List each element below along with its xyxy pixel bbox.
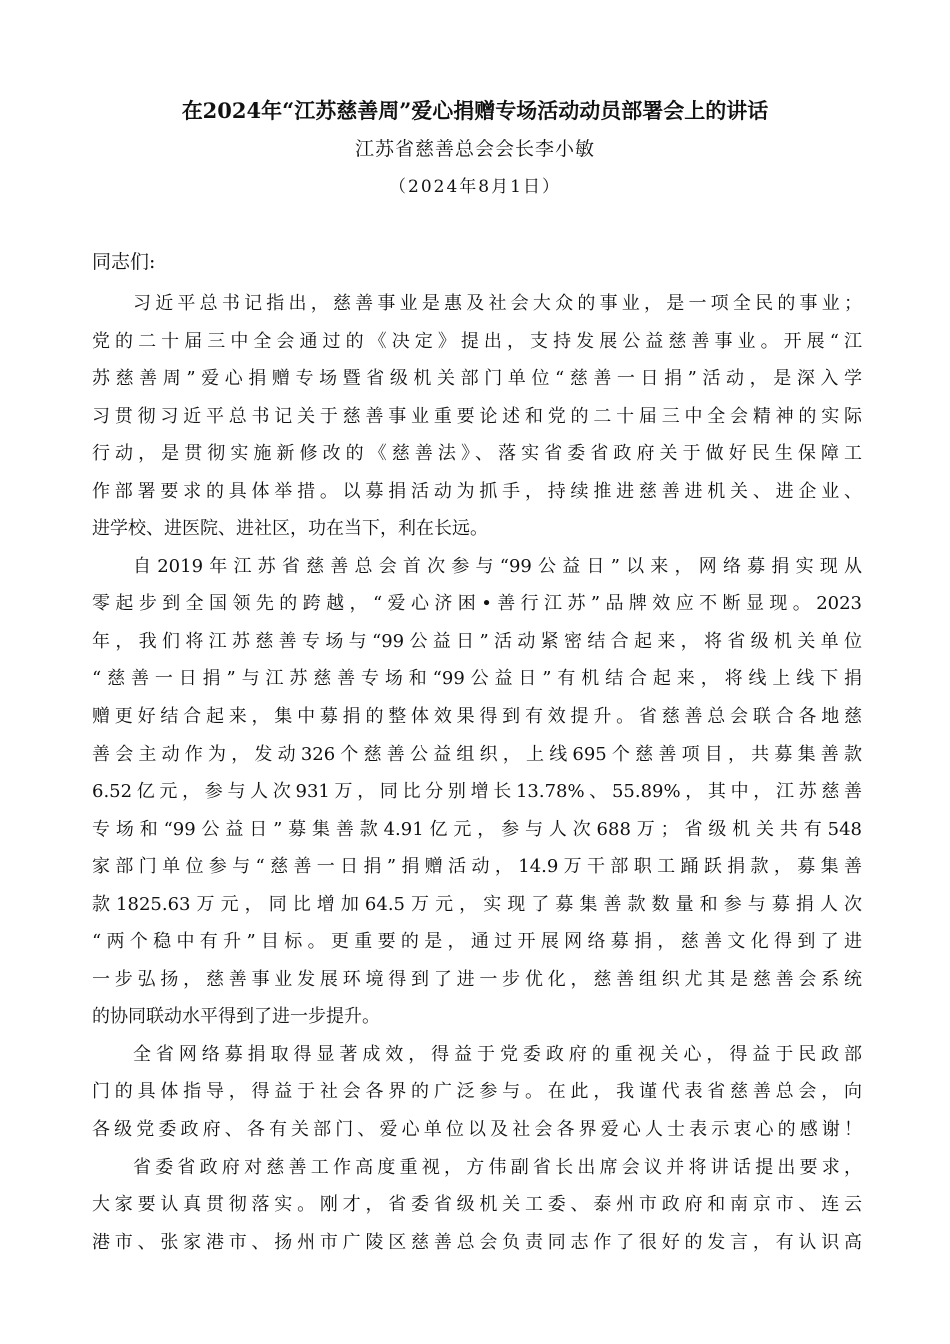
text-line: 赠更好结合起来，集中募捐的整体效果得到有效提升。省慈善总会联合各地慈 bbox=[92, 706, 862, 728]
text-line: 苏慈善周”爱心捐赠专场暨省级机关部门单位“慈善一日捐”活动，是深入学 bbox=[92, 368, 862, 390]
speech-title: 在2024年“江苏慈善周”爱心捐赠专场活动动员部署会上的讲话 bbox=[181, 98, 769, 123]
text-line: 作部署要求的具体举措。以募捐活动为抓手，持续推进慈善进机关、进企业、 bbox=[92, 480, 862, 502]
text-line: 一步弘扬，慈善事业发展环境得到了进一步优化，慈善组织尤其是慈善会系统 bbox=[92, 968, 862, 990]
paragraph bbox=[92, 548, 862, 1036]
text-line: 大家要认真贯彻落实。刚才，省委省级机关工委、泰州市政府和南京市、连云 bbox=[92, 1194, 862, 1216]
text-line: 习贯彻习近平总书记关于慈善事业重要论述和党的二十届三中全会精神的实际 bbox=[92, 405, 862, 427]
text-line: 各级党委政府、各有关部门、爱心单位以及社会各界爱心人士表示衷心的感谢！ bbox=[92, 1119, 862, 1141]
text-line: 党的二十届三中全会通过的《决定》提出，支持发展公益慈善事业。开展“江 bbox=[92, 330, 862, 352]
speech-body bbox=[92, 285, 862, 1261]
text-line: 专场和“99公益日”募集善款4.91亿元，参与人次688万；省级机关共有548 bbox=[92, 818, 862, 840]
text-line: 善会主动作为，发动326个慈善公益组织，上线695个慈善项目，共募集善款 bbox=[92, 743, 862, 765]
text-line: “两个稳中有升”目标。更重要的是，通过开展网络募捐，慈善文化得到了进 bbox=[92, 931, 862, 953]
text-line: 港市、张家港市、扬州市广陵区慈善总会负责同志作了很好的发言，有认识高 bbox=[92, 1231, 862, 1253]
text-line: 零起步到全国领先的跨越，“爱心济困•善行江苏”品牌效应不断显现。2023 bbox=[92, 593, 862, 615]
text-line: 习近平总书记指出，慈善事业是惠及社会大众的事业，是一项全民的事业； bbox=[133, 293, 862, 314]
text-line: 家部门单位参与“慈善一日捐”捐赠活动，14.9万干部职工踊跃捐款，募集善 bbox=[92, 856, 862, 878]
speech-date: （2024年8月1日） bbox=[389, 177, 561, 197]
paragraph bbox=[92, 1036, 862, 1149]
text-line: 全省网络募捐取得显著成效，得益于党委政府的重视关心，得益于民政部 bbox=[133, 1043, 862, 1065]
text-line: 门的具体指导，得益于社会各界的广泛参与。在此，我谨代表省慈善总会，向 bbox=[92, 1081, 862, 1103]
text-line: 6.52亿元，参与人次931万，同比分别增长13.78%、55.89%，其中，江苏慈善 bbox=[92, 781, 862, 803]
paragraph bbox=[92, 285, 862, 548]
text-line: 进学校、进医院、进社区，功在当下，利在长远。 bbox=[92, 518, 488, 540]
text-line: 自2019年江苏省慈善总会首次参与“99公益日”以来，网络募捐实现从 bbox=[133, 555, 862, 577]
text-line: 年，我们将江苏慈善专场与“99公益日”活动紧密结合起来，将省级机关单位 bbox=[92, 630, 862, 652]
text-line: 的协同联动水平得到了进一步提升。 bbox=[92, 1006, 380, 1028]
text-line: 行动，是贯彻实施新修改的《慈善法》、落实省委省政府关于做好民生保障工 bbox=[92, 443, 862, 465]
greeting: 同志们: bbox=[92, 251, 156, 273]
text-line: 省委省政府对慈善工作高度重视，方伟副省长出席会议并将讲话提出要求， bbox=[133, 1156, 862, 1178]
paragraph bbox=[92, 1149, 862, 1262]
speaker-line: 江苏省慈善总会会长李小敏 bbox=[354, 138, 595, 160]
text-line: 款1825.63万元，同比增加64.5万元，实现了募集善款数量和参与募捐人次 bbox=[92, 893, 862, 915]
text-line: “慈善一日捐”与江苏慈善专场和“99公益日”有机结合起来，将线上线下捐 bbox=[92, 668, 862, 690]
